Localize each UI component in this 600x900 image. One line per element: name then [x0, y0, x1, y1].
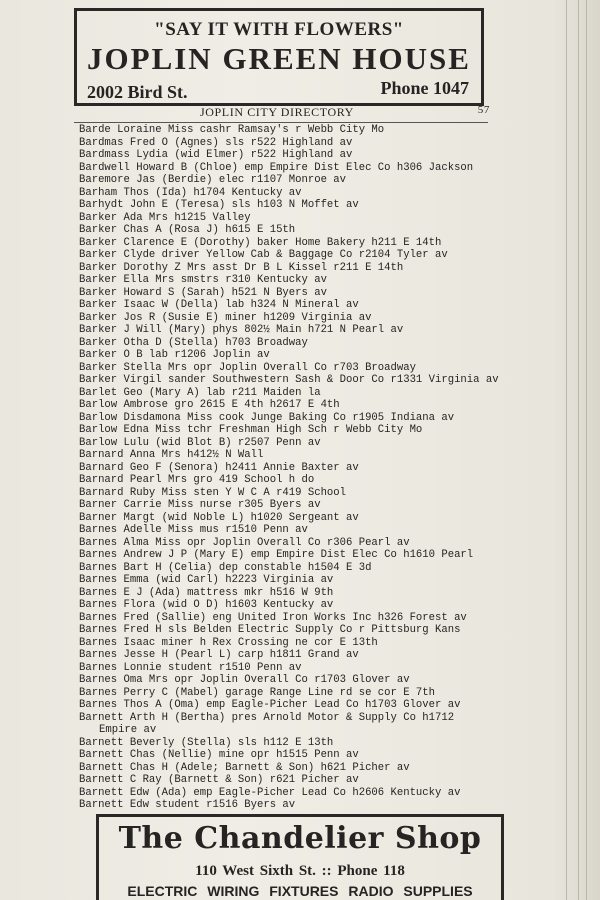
- green-house-advertisement: [74, 8, 484, 106]
- directory-entry: Baremore Jas (Berdie) elec r1107 Monroe av: [79, 174, 347, 186]
- directory-entry: Barham Thos (Ida) h1704 Kentucky av: [79, 186, 302, 199]
- chandelier-shop-advertisement: [96, 814, 504, 900]
- page-edge-line: [566, 0, 567, 900]
- directory-entry: Barnett Beverly (Stella) sls h112 E 13th: [79, 736, 334, 749]
- directory-entry: Barker J Will (Mary) phys 802½ Main h721 N Pearl av: [79, 324, 404, 336]
- directory-entry: Barnes Oma Mrs opr Joplin Overall Co r1703 Glover av: [79, 674, 410, 686]
- ad-phone: Phone 1047: [380, 78, 469, 98]
- running-header: [76, 104, 490, 122]
- directory-entry: Bardmas Fred O (Agnes) sls r522 Highland av: [79, 136, 353, 149]
- directory-entry: Barker Jos R (Susie E) miner h1209 Virginia av: [79, 311, 372, 324]
- directory-entry: Barnes Fred H sls Belden Electric Supply Co r Pittsburg Kans: [79, 624, 461, 636]
- directory-entry: Barlow Edna Miss tchr Freshman High Sch r Webb City Mo: [79, 424, 423, 436]
- directory-entry: Barnett Arth H (Bertha) pres Arnold Motor & Supply Co h1712: [79, 711, 455, 724]
- directory-entry: Barker Virgil sander Southwestern Sash & Door Co r1331 Virginia av: [79, 374, 499, 386]
- directory-entry: Barnes Perry C (Mabel) garage Range Line rd se cor E 7th: [79, 686, 436, 699]
- directory-entry: Barker Dorothy Z Mrs asst Dr B L Kissel r211 E 14th: [79, 261, 404, 274]
- directory-entry: Barnes Adelle Miss mus r1510 Penn av: [79, 524, 308, 536]
- page-number: 57: [477, 104, 490, 116]
- directory-entry: Barnes Thos A (Oma) emp Eagle-Picher Lead Co h1703 Glover av: [79, 699, 461, 711]
- directory-entry: Empire av: [99, 724, 157, 736]
- directory-entry: Barker Clyde driver Yellow Cab & Baggage Co r2104 Tyler av: [79, 249, 448, 261]
- directory-title: JOPLIN CITY DIRECTORY: [200, 105, 354, 119]
- directory-entry: Barnes Flora (wid O D) h1603 Kentucky av: [79, 599, 334, 611]
- directory-entry: Barnett Chas H (Adele; Barnett & Son) h621 Picher av: [79, 761, 410, 774]
- directory-entry: Barner Margt (wid Noble L) h1020 Sergeant av: [79, 511, 359, 524]
- directory-entry: Barker O B lab r1206 Joplin av: [79, 349, 270, 361]
- ad-address-phone: 110 West Sixth St. :: Phone 118: [195, 863, 405, 879]
- header-rule: [74, 122, 488, 123]
- page-edge-line: [578, 0, 579, 900]
- directory-entry: Barnett Edw (Ada) emp Eagle-Picher Lead Co h2606 Kentucky av: [79, 786, 461, 799]
- directory-entry: Barnes Jesse H (Pearl L) carp h1811 Grand av: [79, 649, 359, 661]
- directory-entry: Barnes Bart H (Celia) dep constable h1504 E 3d: [79, 561, 372, 574]
- directory-entry: Bardmass Lydia (wid Elmer) r522 Highland av: [79, 149, 353, 161]
- directory-entry: Barker Ella Mrs smstrs r310 Kentucky av: [79, 274, 327, 286]
- directory-entry: Barker Ada Mrs h1215 Valley: [79, 211, 251, 224]
- directory-entry: Barnes Emma (wid Carl) h2223 Virginia av: [79, 574, 334, 586]
- directory-entry: Bardwell Howard B (Chloe) emp Empire Dist Elec Co h306 Jackson: [79, 161, 474, 174]
- ad-business-name: JOPLIN GREEN HOUSE: [87, 41, 471, 76]
- directory-entry: Barker Otha D (Stella) h703 Broadway: [79, 336, 308, 349]
- ad-slogan: "SAY IT WITH FLOWERS": [154, 19, 404, 40]
- directory-entry: Barnett C Ray (Barnett & Son) r621 Picher av: [79, 774, 359, 786]
- ad-address: 2002 Bird St.: [87, 82, 188, 102]
- directory-entry: Barnard Ruby Miss sten Y W C A r419 School: [79, 486, 347, 499]
- directory-entry: Barnard Pearl Mrs gro 419 School h do: [79, 474, 315, 486]
- directory-entry: Barker Chas A (Rosa J) h615 E 15th: [79, 224, 296, 236]
- directory-entry: Barnard Geo F (Senora) h2411 Annie Baxter av: [79, 461, 359, 474]
- directory-entry: Barlow Lulu (wid Blot B) r2507 Penn av: [79, 436, 321, 449]
- directory-entries: [79, 124, 509, 812]
- ad-services: ELECTRIC WIRING FIXTURES RADIO SUPPLIES: [127, 883, 473, 899]
- directory-entry: Barhydt John E (Teresa) sls h103 N Moffet av: [79, 199, 359, 211]
- directory-entry: Barker Clarence E (Dorothy) baker Home Bakery h211 E 14th: [79, 236, 442, 249]
- directory-entry: Barnes Alma Miss opr Joplin Overall Co r306 Pearl av: [79, 536, 410, 549]
- directory-entry: Barlet Geo (Mary A) lab r211 Maiden la: [79, 386, 321, 399]
- directory-entry: Barlow Ambrose gro 2615 E 4th h2617 E 4th: [79, 399, 340, 411]
- ad-business-name: The Chandelier Shop: [118, 821, 482, 856]
- directory-entry: Barnard Anna Mrs h412½ N Wall: [79, 449, 264, 461]
- directory-entry: Barnes Andrew J P (Mary E) emp Empire Dist Elec Co h1610 Pearl: [79, 549, 474, 561]
- directory-entry: Barnes Lonnie student r1510 Penn av: [79, 661, 302, 674]
- directory-entry: Barker Stella Mrs opr Joplin Overall Co r703 Broadway: [79, 361, 416, 374]
- directory-entry: Barner Carrie Miss nurse r305 Byers av: [79, 499, 321, 511]
- directory-entry: Barker Isaac W (Della) lab h324 N Mineral av: [79, 299, 359, 311]
- directory-entry: Barker Howard S (Sarah) h521 N Byers av: [79, 286, 327, 299]
- directory-entry: Barnes Isaac miner h Rex Crossing ne cor E 13th: [79, 636, 378, 649]
- directory-entry: Barlow Disdamona Miss cook Junge Baking Co r1905 Indiana av: [79, 411, 455, 424]
- directory-entry: Barnett Chas (Nellie) mine opr h1515 Penn av: [79, 749, 359, 761]
- page-edge-line: [586, 0, 587, 900]
- directory-entry: Barnes Fred (Sallie) eng United Iron Works Inc h326 Forest av: [79, 611, 467, 624]
- directory-entry: Barnett Edw student r1516 Byers av: [79, 799, 296, 811]
- directory-entry: Barde Loraine Miss cashr Ramsay's r Webb City Mo: [79, 124, 385, 136]
- directory-entry: Barnes E J (Ada) mattress mkr h516 W 9th: [79, 586, 334, 599]
